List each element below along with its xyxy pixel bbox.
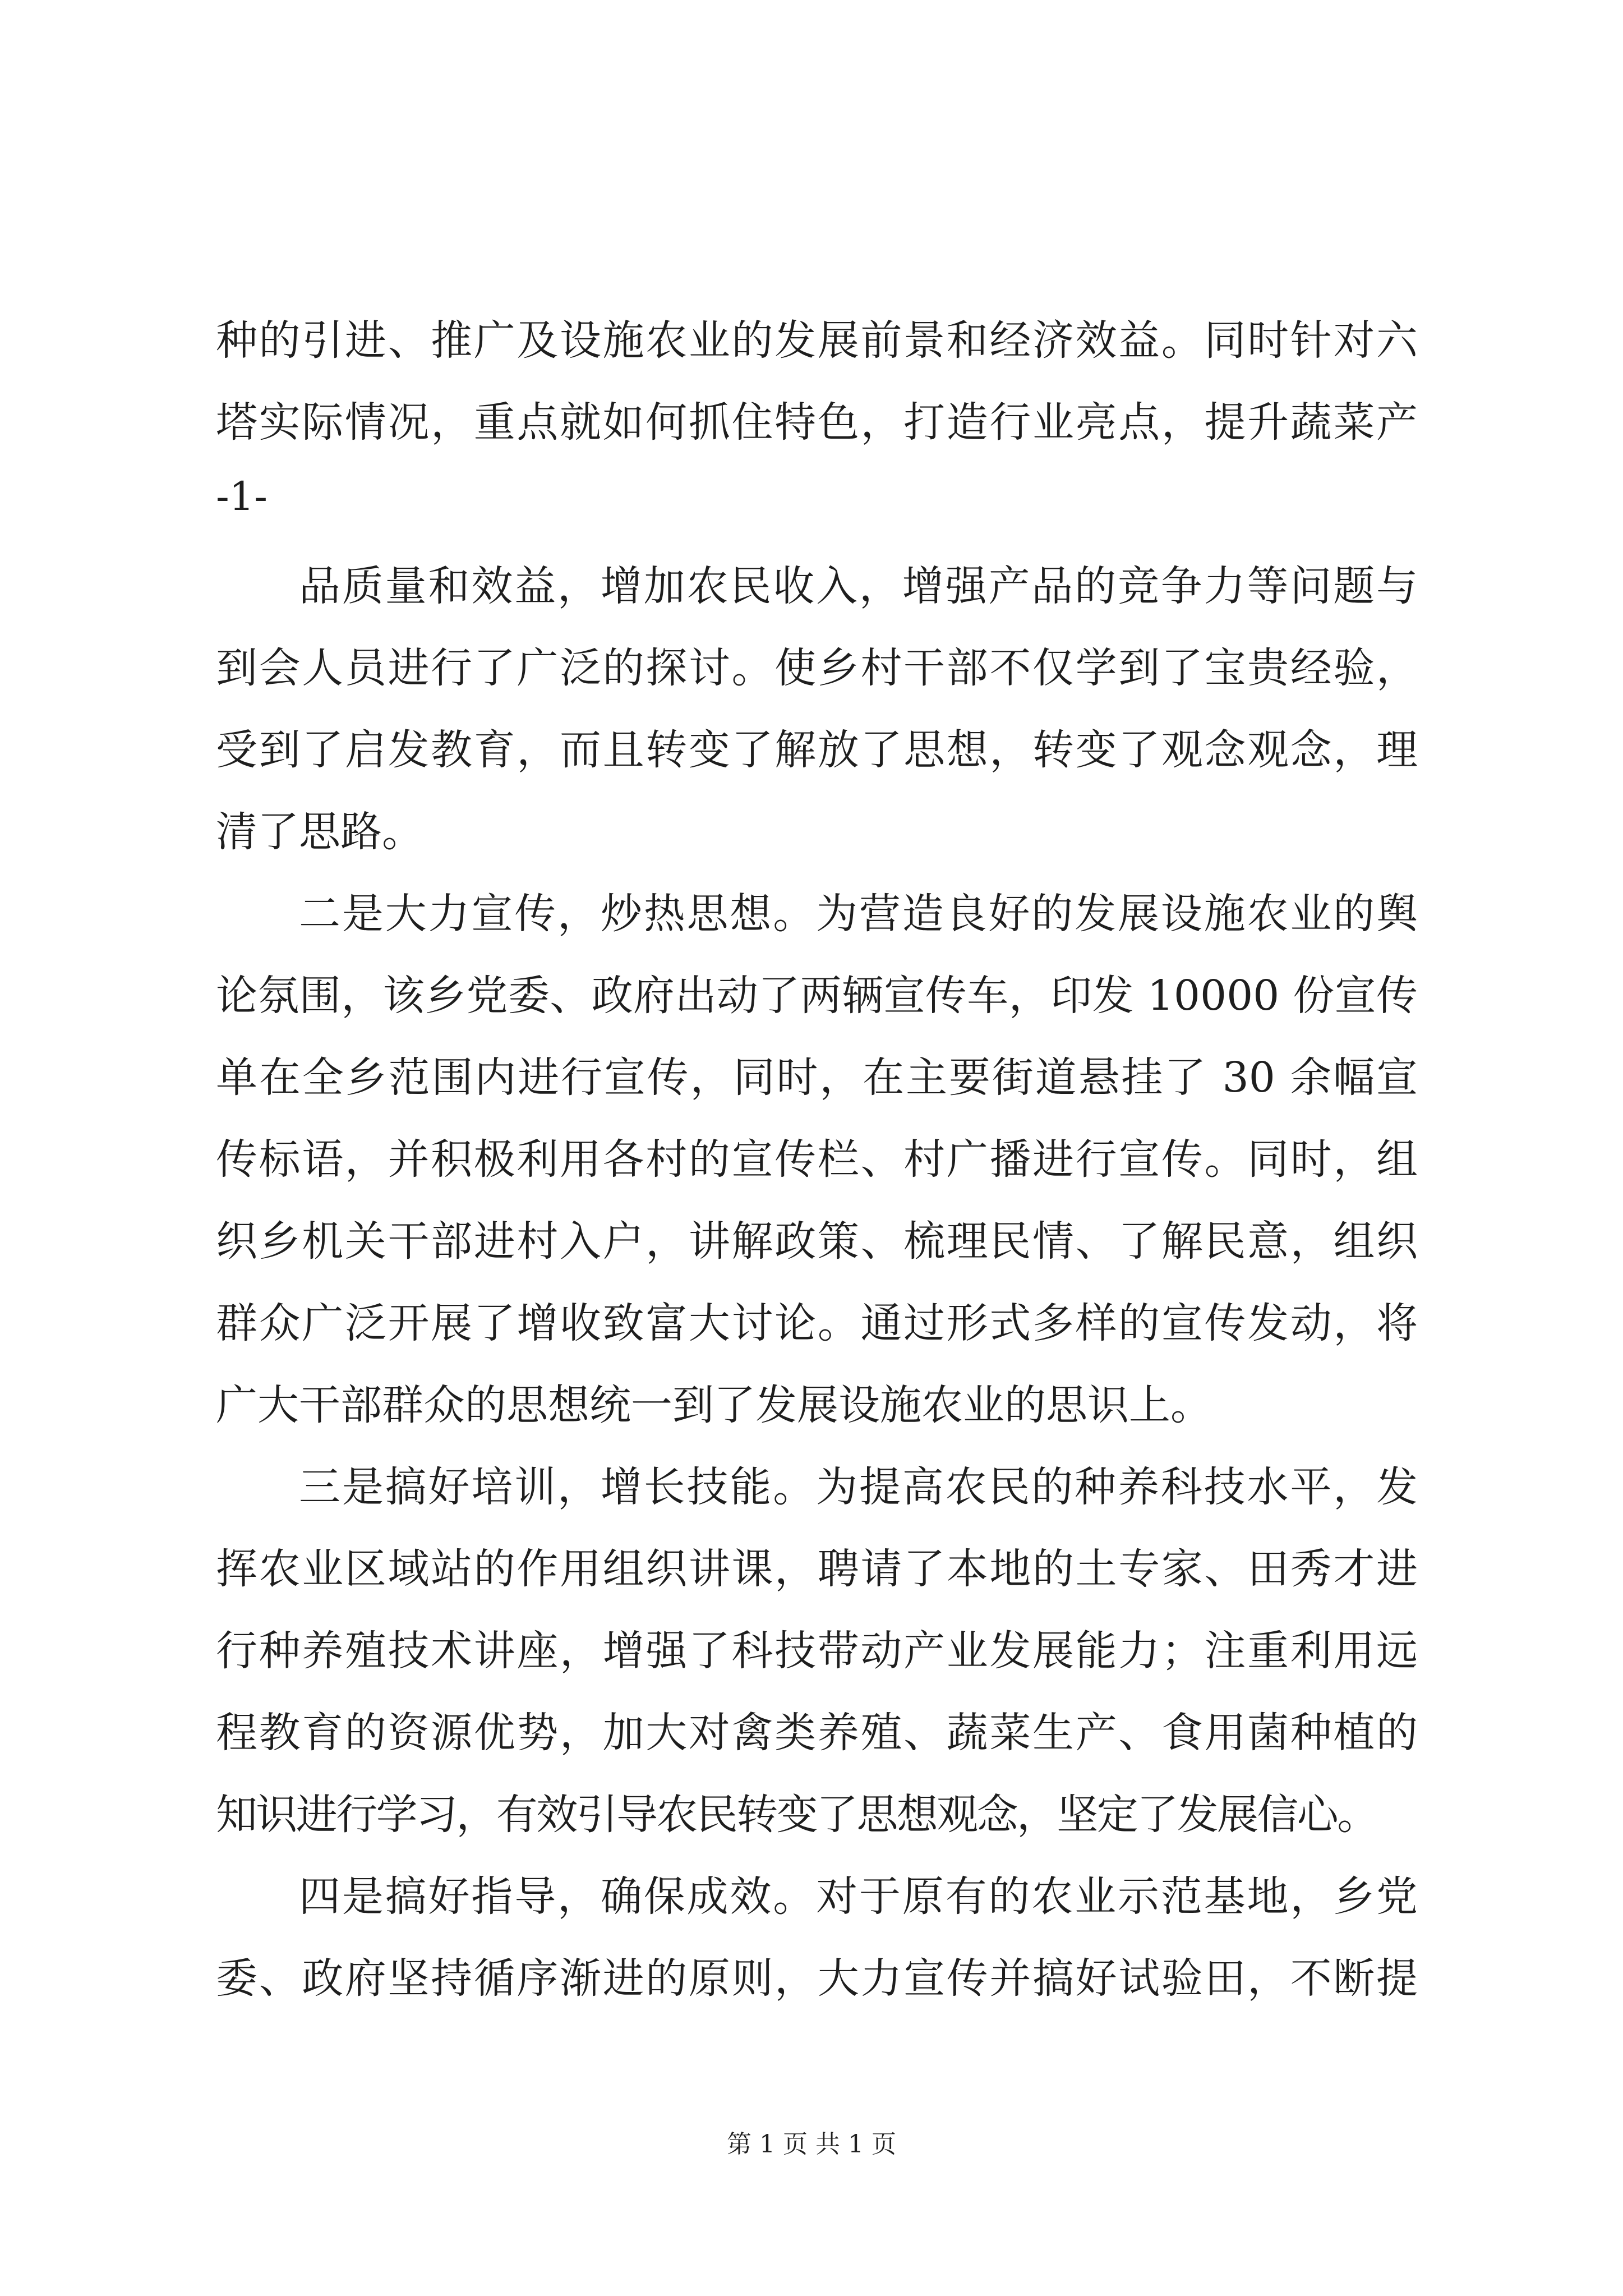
document-body xyxy=(216,300,1418,2019)
text-line: 塔实际情况，重点就如何抓住特色，打造行业亮点，提升蔬菜产 xyxy=(216,398,1418,447)
text-line: 二是大力宣传，炒热思想。为营造良好的发展设施农业的舆 xyxy=(299,890,1418,938)
continued-paragraph xyxy=(216,300,1418,463)
paragraph xyxy=(216,873,1418,1446)
text-line: 清了思路。 xyxy=(216,808,423,856)
text-line: 织乡机关干部进村入户，讲解政策、梳理民情、了解民意，组织 xyxy=(216,1217,1418,1266)
text-line: 单在全乡范围内进行宣传，同时，在主要街道悬挂了 30 余幅宣 xyxy=(216,1053,1418,1102)
text-line: 品质量和效益，增加农民收入，增强产品的竞争力等问题与 xyxy=(299,562,1418,610)
text-line: 论氛围，该乡党委、政府出动了两辆宣传车，印发 10000 份宣传 xyxy=(216,972,1418,1020)
text-line: 群众广泛开展了增收致富大讨论。通过形式多样的宣传发动，将 xyxy=(216,1299,1418,1347)
text-line: 传标语，并积极利用各村的宣传栏、村广播进行宣传。同时，组 xyxy=(216,1135,1418,1184)
paragraph xyxy=(216,1856,1418,2019)
paragraph xyxy=(216,545,1418,873)
text-line: 受到了启发教育，而且转变了解放了思想，转变了观念观念，理 xyxy=(216,726,1418,774)
text-line: 行种养殖技术讲座，增强了科技带动产业发展能力；注重利用远 xyxy=(216,1627,1418,1675)
text-line: 挥农业区域站的作用组织讲课，聘请了本地的土专家、田秀才进 xyxy=(216,1545,1418,1593)
text-line: 委、政府坚持循序渐进的原则，大力宣传并搞好试验田，不断提 xyxy=(216,1954,1418,2003)
page-footer xyxy=(0,2129,1623,2160)
text-line: 种的引进、推广及设施农业的发展前景和经济效益。同时针对六 xyxy=(216,316,1418,365)
text-line: 程教育的资源优势，加大对禽类养殖、蔬菜生产、食用菌种植的 xyxy=(216,1709,1418,1757)
text-line: 四是搞好指导，确保成效。对于原有的农业示范基地，乡党 xyxy=(299,1872,1418,1921)
page-marker: -1- xyxy=(216,473,268,519)
page-number-label: 第 1 页 共 1 页 xyxy=(727,2130,896,2159)
text-line: 三是搞好培训，增长技能。为提高农民的种养科技水平，发 xyxy=(299,1463,1418,1511)
paragraph xyxy=(216,1446,1418,1856)
text-line: 广大干部群众的思想统一到了发展设施农业的思识上。 xyxy=(216,1381,1212,1429)
text-line: 到会人员进行了广泛的探讨。使乡村干部不仅学到了宝贵经验， xyxy=(216,644,1418,692)
text-line: 知识进行学习，有效引导农民转变了思想观念，坚定了发展信心。 xyxy=(216,1791,1377,1839)
